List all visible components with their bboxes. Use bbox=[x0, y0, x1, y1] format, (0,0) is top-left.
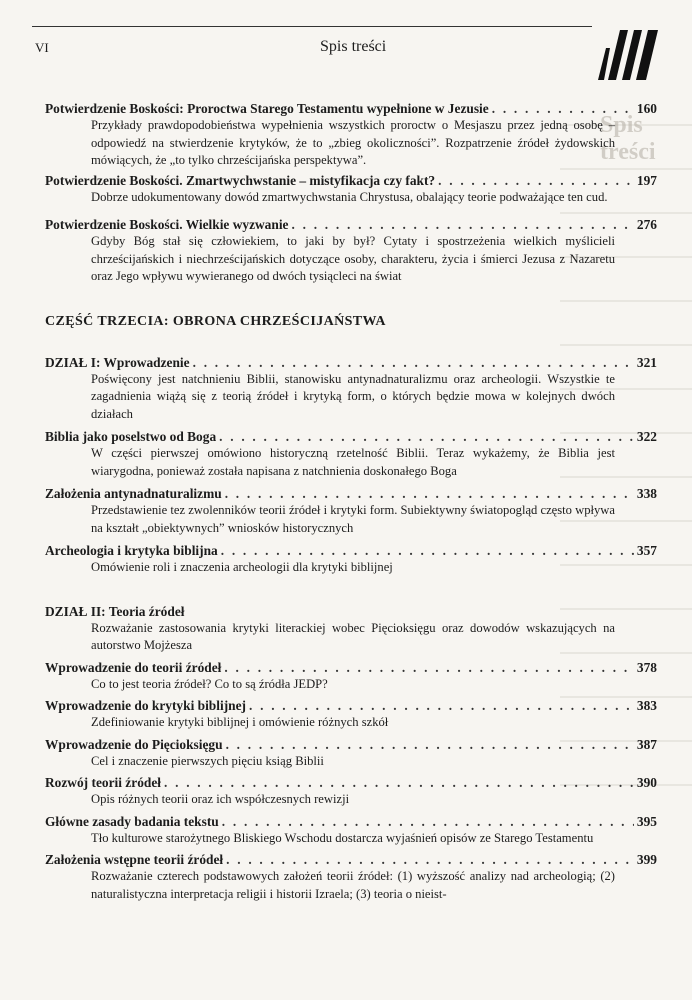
toc-entry bbox=[45, 172, 657, 207]
entry-page: 387 bbox=[636, 736, 657, 752]
running-title: Spis treści bbox=[320, 38, 387, 55]
toc-entry bbox=[45, 428, 657, 480]
entry-title: Rozwój teorii źródeł bbox=[45, 775, 162, 790]
entry-description: Cel i znaczenie pierwszych pięciu ksiąg Biblii bbox=[91, 753, 324, 768]
section-title: DZIAŁ II: Teoria źródeł bbox=[45, 603, 185, 619]
entry-page: 390 bbox=[636, 775, 657, 790]
entry-title: Potwierdzenie Boskości. Wielkie wyzwanie bbox=[45, 217, 289, 232]
entry-page: 160 bbox=[636, 101, 657, 116]
entry-page: 378 bbox=[636, 659, 657, 675]
entry-description: Opis różnych teorii oraz ich współczesnych rewizji bbox=[91, 792, 350, 806]
page-number: VI bbox=[35, 40, 49, 55]
entry-description: Gdyby Bóg stał się człowiekiem, to jaki by był? Cytaty i spostrzeżenia wielkich myślicieli chrześcijańskich i niechrześcijańskich dotyczące osoby, charakteru, życia i śmierci Jezusa z Nazaretu oraz Jego wpływu wywieranego od dwóch tysiącleci na świat bbox=[91, 234, 615, 283]
header-rule bbox=[32, 26, 592, 27]
entry-description: Zdefiniowanie krytyki biblijnej i omówienie różnych szkół bbox=[91, 715, 389, 729]
part-title: CZĘŚĆ TRZECIA: OBRONA CHRZEŚCIJAŃSTWA bbox=[45, 313, 386, 329]
chapter-marker-bars-icon bbox=[598, 30, 658, 80]
entry-description: W części pierwszej omówiono historyczną rzetelność Biblii. Teraz wykażemy, że Biblia jest wiarygodna, ponieważ została napisana z natchnienia doskonałego Boga bbox=[91, 446, 615, 478]
toc-entry bbox=[45, 100, 657, 170]
entry-page: 357 bbox=[636, 543, 657, 558]
table-of-contents bbox=[45, 100, 657, 903]
bleed-through-title: Spis treści bbox=[600, 112, 656, 165]
toc-entry bbox=[45, 659, 657, 694]
entry-page: 383 bbox=[636, 698, 657, 713]
entry-title: Potwierdzenie Boskości: Proroctwa Starego Testamentu wypełnione w Jezusie bbox=[45, 101, 489, 116]
toc-entry bbox=[45, 813, 657, 848]
entry-description: Przykłady prawdopodobieństwa wypełnienia wszystkich proroctw o Mesjaszu przez jedną osobę – odpowiedź na stwierdzenie krytyków, że to „zbieg okoliczności”. Rozpatrzenie źródeł żydowskich mówiących, że „to tylko chrześcijańska perspektywa”. bbox=[91, 118, 615, 167]
entry-description: Dobrze udokumentowany dowód zmartwychwstania Chrystusa, obalający teorie podważające ten cud. bbox=[91, 189, 608, 204]
entry-description: Omówienie roli i znaczenia archeologii dla krytyki biblijnej bbox=[91, 560, 393, 574]
entry-title: Archeologia i krytyka biblijna bbox=[45, 543, 218, 558]
entry-description: Co to jest teoria źródeł? Co to są źródła JEDP? bbox=[91, 676, 328, 691]
entry-page: 321 bbox=[636, 354, 657, 370]
toc-entry bbox=[45, 697, 657, 732]
entry-page: 276 bbox=[636, 217, 657, 232]
entry-title: Biblia jako poselstwo od Boga bbox=[45, 429, 217, 444]
entry-page: 322 bbox=[636, 429, 657, 444]
toc-entry bbox=[45, 851, 657, 903]
entry-title: Główne zasady badania tekstu bbox=[45, 813, 219, 829]
entry-title: Potwierdzenie Boskości. Zmartwychwstanie – mistyfikacja czy fakt? bbox=[45, 172, 436, 188]
toc-entry bbox=[45, 736, 657, 771]
entry-title: Założenia wstępne teorii źródeł bbox=[45, 852, 224, 867]
section-description: Rozważanie zastosowania krytyki literackiej wobec Pięcioksięgu oraz dowodów wskazujących na autorstwo Mojżesza bbox=[91, 620, 615, 652]
entry-title: Wprowadzenie do krytyki biblijnej bbox=[45, 698, 247, 713]
toc-entry bbox=[45, 542, 657, 577]
entry-page: 395 bbox=[636, 813, 657, 829]
entry-page: 197 bbox=[636, 172, 657, 188]
toc-entry bbox=[45, 485, 657, 537]
entry-title: Założenia antynadnaturalizmu bbox=[45, 486, 222, 501]
entry-description: Przedstawienie tez zwolenników teorii źródeł i krytyki form. Subiektywny światopogląd często wpływa na kształt „obiektywnych” wniosków historycznych bbox=[91, 503, 615, 535]
toc-entry bbox=[45, 774, 657, 809]
toc-entry bbox=[45, 354, 657, 424]
entry-description: Poświęcony jest natchnieniu Biblii, stanowisku antynadnaturalizmu oraz archeologii. Wszystkie te zagadnienia wiążą się z teorią źródeł i krytyką form, o których będzie mowa w kolejnych dwóch działach bbox=[91, 371, 615, 421]
entry-title: Wprowadzenie do Pięcioksięgu bbox=[45, 736, 223, 752]
entry-title: Wprowadzenie do teorii źródeł bbox=[45, 659, 222, 675]
entry-description: Rozważanie czterech podstawowych założeń teorii źródeł: (1) wyższość analizy nad archeologią; (2) naturalistyczna interpretacja religii i historii Izraela; (3) teoria o nieist- bbox=[91, 869, 615, 901]
entry-page: 338 bbox=[636, 486, 657, 501]
entry-title: DZIAŁ I: Wprowadzenie bbox=[45, 354, 190, 370]
entry-page: 399 bbox=[636, 852, 657, 867]
section-heading bbox=[45, 603, 657, 655]
toc-entry bbox=[45, 216, 657, 286]
entry-description: Tło kulturowe starożytnego Bliskiego Wschodu dostarcza wyjaśnień opisów ze Starego Testamentu bbox=[91, 830, 594, 845]
